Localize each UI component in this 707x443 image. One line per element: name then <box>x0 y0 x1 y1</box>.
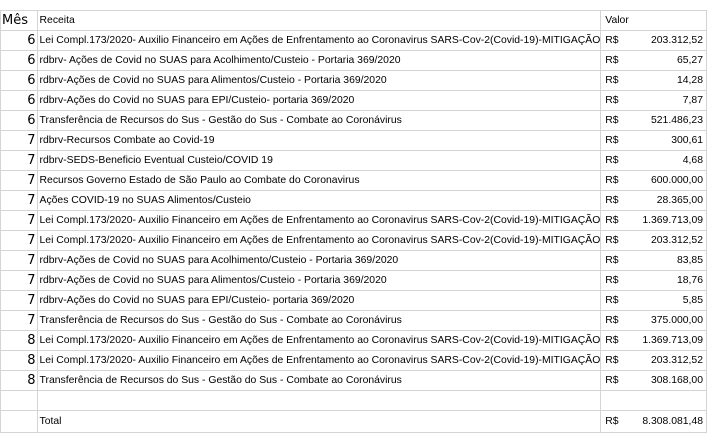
cell-receita[interactable]: rdbrv-SEDS-Beneficio Eventual Custeio/COVID 19 <box>37 151 601 171</box>
table-row <box>1 31 707 51</box>
cell-receita[interactable]: rdbrv-Ações de Covid no SUAS para Alimentos/Custeio - Portaria 369/2020 <box>37 271 601 291</box>
cell-valor[interactable]: 18,76 <box>624 271 706 291</box>
blank-cell[interactable] <box>37 391 601 411</box>
cell-mes[interactable]: 6 <box>1 111 38 131</box>
table-row <box>1 151 707 171</box>
cell-mes[interactable]: 8 <box>1 331 38 351</box>
cell-receita[interactable]: Ações COVID-19 no SUAS Alimentos/Custeio <box>37 191 601 211</box>
table-row <box>1 331 707 351</box>
table-row <box>1 131 707 151</box>
table-row <box>1 271 707 291</box>
table-row <box>1 71 707 91</box>
cell-valor[interactable]: 14,28 <box>624 71 706 91</box>
cell-valor[interactable]: 5,85 <box>624 291 706 311</box>
cell-receita[interactable]: Transferência de Recursos do Sus - Gestão do Sus - Combate ao Coronávirus <box>37 371 601 391</box>
cell-receita[interactable]: Transferência de Recursos do Sus - Gestão do Sus - Combate ao Coronávirus <box>37 111 601 131</box>
cell-valor[interactable]: 203.312,52 <box>624 31 706 51</box>
cell-receita[interactable]: Transferência de Recursos do Sus - Gestão do Sus - Combate ao Coronávirus <box>37 311 601 331</box>
blank-cell[interactable] <box>601 391 625 411</box>
cell-valor[interactable]: 308.168,00 <box>624 371 706 391</box>
total-mes-cell[interactable] <box>1 411 38 433</box>
total-label[interactable]: Total <box>37 411 601 433</box>
table-row <box>1 91 707 111</box>
cell-receita[interactable]: rdbrv-Ações do Covid no SUAS para EPI/Custeio- portaria 369/2020 <box>37 91 601 111</box>
cell-valor[interactable]: 1.369.713,09 <box>624 331 706 351</box>
cell-moeda[interactable]: R$ <box>601 331 625 351</box>
cell-receita[interactable]: Lei Compl.173/2020- Auxilio Financeiro em Ações de Enfrentamento ao Coronavirus SARS-Cov-2(Covid-19)-MITIGAÇÃO <box>37 231 601 251</box>
cell-mes[interactable]: 7 <box>1 271 38 291</box>
cell-mes[interactable]: 8 <box>1 351 38 371</box>
cell-mes[interactable]: 6 <box>1 91 38 111</box>
cell-mes[interactable]: 7 <box>1 291 38 311</box>
table-row <box>1 171 707 191</box>
cell-valor[interactable]: 28.365,00 <box>624 191 706 211</box>
cell-moeda[interactable]: R$ <box>601 231 625 251</box>
table-row <box>1 211 707 231</box>
cell-mes[interactable]: 6 <box>1 31 38 51</box>
cell-mes[interactable]: 7 <box>1 191 38 211</box>
table-row <box>1 311 707 331</box>
cell-valor[interactable]: 4,68 <box>624 151 706 171</box>
cell-mes[interactable]: 7 <box>1 151 38 171</box>
cell-moeda[interactable]: R$ <box>601 311 625 331</box>
cell-moeda[interactable]: R$ <box>601 31 625 51</box>
cell-moeda[interactable]: R$ <box>601 211 625 231</box>
blank-row <box>1 391 707 411</box>
blank-cell[interactable] <box>624 391 706 411</box>
cell-moeda[interactable]: R$ <box>601 151 625 171</box>
cell-valor[interactable]: 1.369.713,09 <box>624 211 706 231</box>
cell-receita[interactable]: rdbrv-Ações do Covid no SUAS para EPI/Custeio- portaria 369/2020 <box>37 291 601 311</box>
cell-mes[interactable]: 8 <box>1 371 38 391</box>
header-receita[interactable]: Receita <box>37 11 601 31</box>
cell-receita[interactable]: Lei Compl.173/2020- Auxilio Financeiro em Ações de Enfrentamento ao Coronavirus SARS-Cov-2(Covid-19)-MITIGAÇÃO <box>37 31 601 51</box>
cell-moeda[interactable]: R$ <box>601 191 625 211</box>
cell-valor[interactable]: 203.312,52 <box>624 351 706 371</box>
header-valor[interactable]: Valor <box>601 11 707 31</box>
table-row <box>1 251 707 271</box>
cell-mes[interactable]: 7 <box>1 131 38 151</box>
blank-cell[interactable] <box>1 391 38 411</box>
cell-receita[interactable]: Lei Compl.173/2020- Auxilio Financeiro em Ações de Enfrentamento ao Coronavirus SARS-Cov-2(Covid-19)-MITIGAÇÃO <box>37 331 601 351</box>
cell-moeda[interactable]: R$ <box>601 111 625 131</box>
cell-mes[interactable]: 7 <box>1 311 38 331</box>
cell-valor[interactable]: 521.486,23 <box>624 111 706 131</box>
cell-receita[interactable]: rdbrv- Ações de Covid no SUAS para Acolhimento/Custeio - Portaria 369/2020 <box>37 51 601 71</box>
cell-valor[interactable]: 375.000,00 <box>624 311 706 331</box>
cell-valor[interactable]: 300,61 <box>624 131 706 151</box>
cell-mes[interactable]: 6 <box>1 51 38 71</box>
cell-moeda[interactable]: R$ <box>601 131 625 151</box>
table-row <box>1 371 707 391</box>
cell-moeda[interactable]: R$ <box>601 351 625 371</box>
table-row <box>1 51 707 71</box>
cell-mes[interactable]: 6 <box>1 71 38 91</box>
cell-valor[interactable]: 83,85 <box>624 251 706 271</box>
revenue-table <box>0 10 707 433</box>
header-mes[interactable]: Mês <box>1 11 38 31</box>
cell-moeda[interactable]: R$ <box>601 291 625 311</box>
cell-mes[interactable]: 7 <box>1 251 38 271</box>
total-moeda[interactable]: R$ <box>601 411 625 433</box>
total-row <box>1 411 707 433</box>
cell-receita[interactable]: Lei Compl.173/2020- Auxilio Financeiro em Ações de Enfrentamento ao Coronavirus SARS-Cov-2(Covid-19)-MITIGAÇÃO <box>37 351 601 371</box>
cell-receita[interactable]: Recursos Governo Estado de São Paulo ao Combate do Coronavirus <box>37 171 601 191</box>
table-row <box>1 111 707 131</box>
cell-mes[interactable]: 7 <box>1 171 38 191</box>
cell-moeda[interactable]: R$ <box>601 251 625 271</box>
table-row <box>1 191 707 211</box>
cell-valor[interactable]: 7,87 <box>624 91 706 111</box>
cell-receita[interactable]: Lei Compl.173/2020- Auxilio Financeiro em Ações de Enfrentamento ao Coronavirus SARS-Cov-2(Covid-19)-MITIGAÇÃO <box>37 211 601 231</box>
cell-moeda[interactable]: R$ <box>601 371 625 391</box>
cell-moeda[interactable]: R$ <box>601 171 625 191</box>
cell-valor[interactable]: 65,27 <box>624 51 706 71</box>
cell-moeda[interactable]: R$ <box>601 71 625 91</box>
cell-mes[interactable]: 7 <box>1 211 38 231</box>
table-row <box>1 351 707 371</box>
cell-moeda[interactable]: R$ <box>601 271 625 291</box>
header-row <box>1 11 707 31</box>
table-row <box>1 291 707 311</box>
cell-valor[interactable]: 600.000,00 <box>624 171 706 191</box>
cell-moeda[interactable]: R$ <box>601 51 625 71</box>
cell-receita[interactable]: rdbrv-Recursos Combate ao Covid-19 <box>37 131 601 151</box>
cell-moeda[interactable]: R$ <box>601 91 625 111</box>
cell-receita[interactable]: rdbrv-Ações de Covid no SUAS para Alimentos/Custeio - Portaria 369/2020 <box>37 71 601 91</box>
cell-mes[interactable]: 7 <box>1 231 38 251</box>
total-valor[interactable]: 8.308.081,48 <box>624 411 706 433</box>
cell-receita[interactable]: rdbrv-Ações de Covid no SUAS para Acolhimento/Custeio - Portaria 369/2020 <box>37 251 601 271</box>
cell-valor[interactable]: 203.312,52 <box>624 231 706 251</box>
table-row <box>1 231 707 251</box>
